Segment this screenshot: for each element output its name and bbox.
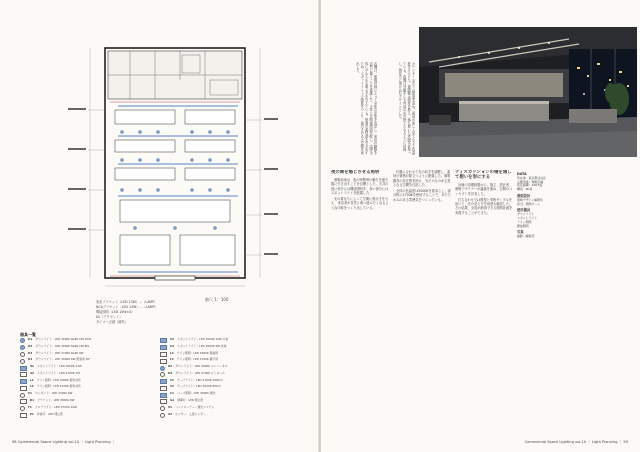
legend-row: [20, 372, 150, 377]
running-footer: Commercial Space Lighting vol.10 ｜ Light Planning ｜: [17, 440, 116, 444]
fixture-code: P1: [28, 391, 32, 396]
store-interior-photo: [419, 27, 637, 157]
fixture-desc: ブラケット：LED 3000K 8W: [37, 398, 75, 403]
paragraph: 全体の色温度は3000Kを基本とし、部分的に2700Kを使用することで、あたたかみのある雰囲気をつくっている。: [393, 189, 451, 202]
paragraph: 照明計画は、夜の時間帯の魅力を最大限に引き出すことを目標とした。天井の低い部分には間接照明を、高い部分にはスポットライトを配置した。: [331, 178, 389, 195]
fixture-symbol-icon: [20, 359, 25, 364]
fixture-desc: スポットライト：LED 3000K 11W: [36, 364, 82, 369]
legend-row: [20, 345, 150, 350]
right-folio: [525, 440, 628, 445]
fixture-symbol-icon: [160, 345, 167, 350]
legend-row: [20, 358, 150, 363]
fixture-code: D1: [28, 337, 33, 341]
credits-section-title: 照明設計: [517, 193, 531, 198]
credits-line: 照明デザイン事務所: [517, 197, 543, 202]
legend-note-line: 間接照明（LED 10W×4）: [96, 310, 135, 314]
fixture-desc: ダウンライト：LED 3000K Ra90 CRI 8W: [35, 343, 90, 348]
fixture-desc: ダウンライト：LED 2700K ピンホール: [175, 370, 225, 375]
fixture-desc: 非常灯：LED 埋込型: [36, 411, 63, 416]
fixture-code: C1: [170, 391, 174, 396]
fixture-desc: ペンダント：LED 2700K 6W: [35, 391, 73, 396]
intro-text-col2: カウンターまわりは照度を高め、商品が美しく見えるよう色温度をそろえた。通路側は照度を抑え、落ち着いた雰囲気を保っている。夜間は外観からも内部の光が感じられるように計画し、街並みに溶け込むデザインとした。: [397, 62, 415, 155]
fixture-symbol-icon: [160, 399, 167, 404]
article-section-3: [455, 170, 513, 217]
legend-row: [160, 406, 290, 411]
project-credits: [517, 170, 575, 239]
credits-line: 主要用途：物販店舗: [517, 179, 544, 184]
legend-row: [160, 413, 290, 418]
fixture-symbol-icon: [160, 352, 167, 357]
credits-line: スポットライト: [517, 215, 538, 220]
fixture-code: D4: [28, 357, 33, 362]
fixture-code: L2: [30, 384, 34, 389]
fixture-symbol-icon: [20, 406, 25, 411]
fixture-desc: スポットライト：LED 3000K 9W 狭角: [176, 343, 227, 348]
fixture-desc: ダウンライト：LED 3000K Ra90 CRI 10W: [35, 337, 91, 341]
fixture-code: X1: [168, 404, 173, 409]
fixture-code: L4: [170, 357, 174, 362]
credits-section-title: 写真: [517, 230, 524, 235]
fixture-desc: ダウンライト：LED 3000K 6W 照射角 20°: [35, 357, 91, 362]
fixture-code: S3: [170, 337, 174, 341]
floor-plan-drawing: [60, 40, 280, 295]
fixture-code: L1: [30, 377, 34, 382]
credits-line: ライン照明: [517, 219, 532, 224]
left-page: [0, 0, 319, 452]
paragraph: 打ち合わせでは模型と実物サンプルを用いて、光の見え方を何度も確認した。その結果、全員が納得できる照明計画を実現することができた。: [455, 197, 513, 215]
fixture-symbol-icon: [160, 393, 167, 398]
legend-row: [20, 352, 150, 357]
fixture-code: F1: [28, 404, 32, 409]
legend-row: [160, 399, 290, 404]
fixture-desc: フロアライト：LED 2700K 10W: [34, 404, 77, 409]
legend-row: [20, 413, 150, 418]
credits-line: 間接照明: [517, 223, 529, 228]
fixture-code: E1: [30, 411, 34, 416]
fixture-desc: ダウンライト：LED 3000K ユニバーサル: [175, 364, 228, 369]
fixture-code: D5: [168, 364, 173, 369]
right-page: [321, 0, 640, 452]
fixture-symbol-icon: [20, 338, 25, 343]
scale-label: 縮尺: [205, 297, 213, 302]
fixture-symbol-icon: [160, 359, 167, 364]
legend-row: [20, 399, 150, 404]
fixture-symbol-icon: [20, 345, 25, 350]
page-number: 58: [12, 440, 17, 444]
page-number: 59: [623, 440, 628, 444]
legend-row: [20, 379, 150, 384]
legend-row: [160, 338, 290, 343]
section-heading: ディスカッションの場を通して想いを形にする: [455, 170, 512, 180]
fixture-symbol-icon: [20, 386, 27, 391]
paragraph: 計画の初期段階から、施主、設計者、照明デザイナーが議論を重ね、空間のコンセプトを共有した。: [455, 183, 513, 196]
legend-note-line: 客室ブラケット（LED 13W）…（LAMP）: [96, 300, 158, 304]
fixture-code: G1: [170, 398, 175, 403]
fixture-symbol-icon: [160, 338, 167, 343]
legend-row: [20, 392, 150, 397]
legend-note-line: タイマー点滅（調光）: [96, 320, 128, 324]
credits-section-title: DATA: [517, 172, 527, 176]
fixture-code: L3: [170, 350, 174, 355]
fixture-code: S1: [30, 364, 34, 369]
fixture-desc: 誘導灯：LED 埋込型: [177, 398, 204, 403]
legend-row: [20, 406, 150, 411]
scale-value: 1：100: [214, 297, 229, 302]
credits-line: 所在地：東京都渋谷区: [517, 175, 546, 180]
plan-legend-note: [96, 300, 158, 325]
legend-row: [160, 392, 290, 397]
fixture-code: T2: [170, 384, 174, 389]
fixture-code: S4: [170, 343, 174, 348]
legend-row: [20, 338, 150, 343]
fixture-code: B1: [30, 398, 35, 403]
fixture-desc: ライン照明：LED 3000K 間接用: [176, 350, 219, 355]
fixture-symbol-icon: [160, 406, 165, 411]
fixture-symbol-icon: [160, 372, 165, 377]
fixture-desc: テープライト：LED 2700K 10W/m: [176, 377, 223, 382]
legend-row: [20, 365, 150, 370]
fixture-desc: ライン照明：LED 2700K 調光対応: [36, 384, 81, 389]
credits-line: 担当：照明チーム: [517, 201, 541, 206]
section-heading: 夜の関を感じさせる照明: [331, 170, 380, 175]
fixture-code: D2: [28, 343, 33, 348]
fixture-code: T1: [170, 377, 174, 382]
fixture-desc: センサー：人感センサー: [175, 411, 206, 416]
article-section-2: [393, 170, 451, 204]
left-folio: [12, 440, 115, 445]
fixture-desc: コーブ照明：LED 3000K 調光: [177, 391, 216, 396]
fixture-code: D6: [168, 370, 173, 375]
plan-scale: [205, 297, 228, 303]
fixture-desc: コントローラー：調光システム: [175, 404, 214, 409]
fixture-desc: ライン照明：LED 2700K 棚下用: [176, 357, 219, 362]
fixture-code: X2: [168, 411, 173, 416]
credits-line: 延床面積：128.5㎡: [517, 183, 543, 188]
legend-heading: 器具一覧: [20, 332, 36, 337]
legend-row: [160, 358, 290, 363]
legend-row: [160, 379, 290, 384]
legend-row: [160, 372, 290, 377]
fixture-legend-col2: [160, 338, 290, 419]
credits-section-title: 使用器具: [517, 208, 531, 213]
credits-line: 撮影：編集部: [517, 234, 535, 239]
legend-row: [20, 385, 150, 390]
legend-row: [160, 345, 290, 350]
fixture-symbol-icon: [20, 372, 27, 377]
fixture-symbol-icon: [160, 386, 167, 391]
credits-line: 構造：RC造: [517, 187, 533, 192]
fixture-legend-col1: [20, 338, 150, 419]
fixture-symbol-icon: [20, 399, 27, 404]
fixture-desc: スポットライト：LED 2700K 7W: [36, 370, 81, 375]
fixture-desc: ダウンライト：LED 2700K Ra90 9W: [35, 350, 84, 355]
fixture-desc: テープライト：LED 3000K 6W/m: [176, 384, 221, 389]
intro-text-col1: 店舗は、照明計画によって全体の印象を決定し、来店の動線を自然に導くことを意識した。天井には間接照明を配し、空間全体にやわらかな明るさを与えている。壁面の素材感を引き出すため、スポットライトで陰影をつくり、奥行きのある空間を演出した。: [355, 62, 377, 155]
legend-row: [160, 365, 290, 370]
fixture-code: S2: [30, 370, 34, 375]
fixture-symbol-icon: [160, 379, 167, 384]
credits-line: ダウンライト: [517, 212, 535, 217]
legend-row: [160, 385, 290, 390]
fixture-symbol-icon: [20, 379, 27, 384]
paragraph: 什器に合わせて光の向きを調整し、素材の質感が際立つように配慮した。照明器具の存在感を抑え、光そのものが主役となる空間を目指した。: [393, 170, 451, 187]
fixture-symbol-icon: [20, 393, 25, 398]
legend-note-line: NCAブラケット（LED 13W）…（LAMP）: [96, 305, 158, 309]
fixture-desc: ライン照明：LED 3000K 調光対応: [36, 377, 81, 382]
fixture-code: D3: [28, 350, 33, 355]
fixture-symbol-icon: [160, 413, 165, 418]
paragraph: 光の重なりによって空間に奥行きを与え、来店者が自然と奥へ進みたくなるような印象をつくり出している。: [331, 197, 389, 210]
fixture-symbol-icon: [160, 366, 165, 371]
legend-row: [160, 352, 290, 357]
fixture-desc: スポットライト：LED 3000K 15W 中角: [176, 337, 229, 341]
running-footer: Commercial Space Lighting vol.10 ｜ Light Planning ｜: [524, 440, 623, 444]
fixture-symbol-icon: [20, 352, 25, 357]
fixture-symbol-icon: [20, 366, 27, 371]
article-section-1: [331, 170, 389, 212]
legend-note-line: DL（アクセント）: [96, 315, 123, 319]
fixture-symbol-icon: [20, 413, 27, 418]
